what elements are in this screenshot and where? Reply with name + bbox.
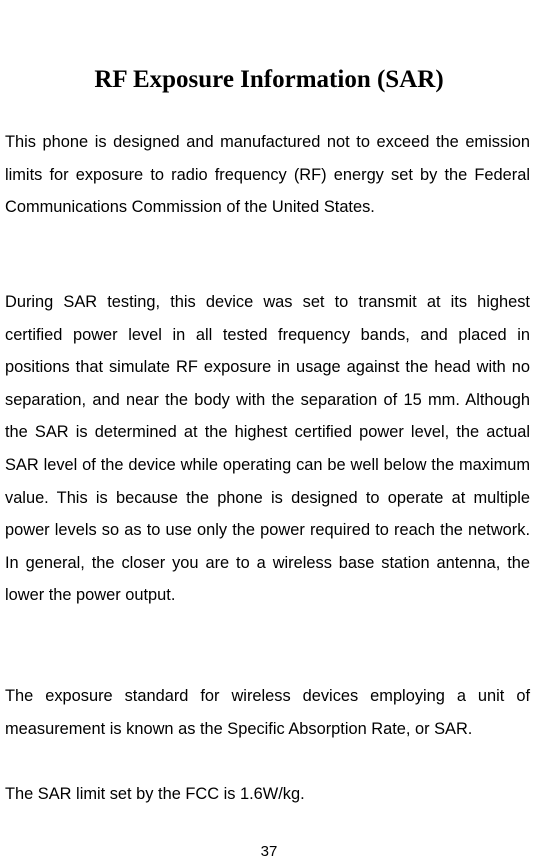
paragraph-sar-testing: During SAR testing, this device was set to transmit at its highest certified power level in all tested frequency bands, and placed in positions that simulate RF exposure in usage against the head with no separation, and near the body with the separation of 15 mm. Although the SAR is determined at the highest certified power level, the actual SAR level of the device while operating can be well below the maximum value. This is because the phone is designed to operate at multiple power levels so as to use only the power required to reach the network. In general, the closer you are to a wireless base station antenna, the lower the power output. xyxy=(5,293,530,605)
paragraph-exposure-standard: The exposure standard for wireless devices employing a unit of measurement is known as the Specific Absorption Rate, or SAR. xyxy=(5,687,530,738)
page-number: 37 xyxy=(260,843,278,860)
paragraph-sar-limit: The SAR limit set by the FCC is 1.6W/kg. xyxy=(5,785,305,803)
paragraph-fcc-emission-limits: This phone is designed and manufactured not to exceed the emission limits for exposure to radio frequency (RF) energy set by the Federal Communications Commission of the United States. xyxy=(5,133,530,217)
page-title: RF Exposure Information (SAR) xyxy=(94,66,444,93)
